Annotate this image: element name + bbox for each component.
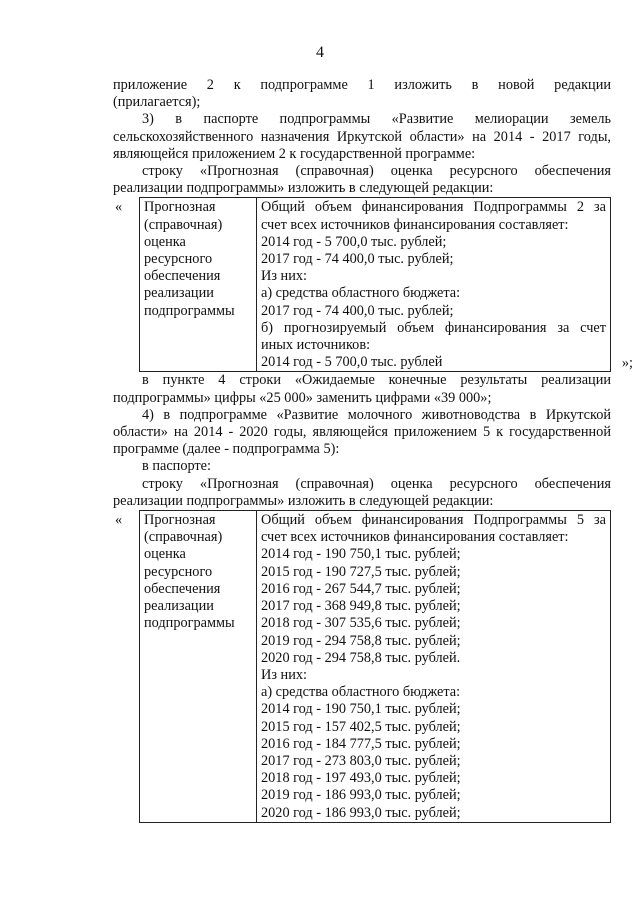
label-line: (справочная): [144, 529, 223, 546]
label-line: ресурсного: [144, 563, 213, 580]
row-label-cell: [140, 198, 257, 372]
text-line: области» на 2014 - 2020 годы, являющейся приложением 5 к государственной: [113, 424, 611, 441]
value-line: 2014 год - 5 700,0 тыс. рублей: [261, 354, 443, 371]
value-line: 2019 год - 294 758,8 тыс. рублей;: [261, 632, 461, 649]
text-line: 3) в паспорте подпрограммы «Развитие мелиорации земель: [142, 111, 611, 128]
text-line: являющейся приложением 2 к государственной программе:: [113, 145, 476, 162]
value-line: 2018 год - 197 493,0 тыс. рублей;: [261, 770, 461, 787]
text-line: 4) в подпрограмме «Развитие молочного животноводства в Иркутской: [142, 406, 611, 423]
label-line: ресурсного: [144, 251, 213, 268]
value-line: 2016 год - 184 777,5 тыс. рублей;: [261, 735, 461, 752]
value-line: 2018 год - 307 535,6 тыс. рублей;: [261, 615, 461, 632]
value-line: б) прогнозируемый объем финансирования за счет: [261, 319, 606, 336]
value-line: 2017 год - 74 400,0 тыс. рублей;: [261, 251, 454, 268]
value-line: 2019 год - 186 993,0 тыс. рублей;: [261, 787, 461, 804]
text-line: в пункте 4 строки «Ожидаемые конечные результаты реализации: [142, 372, 611, 389]
text-line: реализации подпрограммы» изложить в следующей редакции:: [113, 492, 494, 509]
paragraph-appendix: [113, 77, 611, 111]
paragraph-item-4-point: [113, 372, 611, 406]
label-line: обеспечения: [144, 580, 221, 597]
value-line: 2014 год - 190 750,1 тыс. рублей;: [261, 546, 461, 563]
value-line: 2016 год - 267 544,7 тыс. рублей;: [261, 580, 461, 597]
text-line: сельскохозяйственного назначения Иркутской области» на 2014 - 2017 годы,: [113, 128, 611, 145]
paragraph-row-instruction-2: [113, 476, 611, 510]
value-line: Из них:: [261, 268, 307, 285]
paragraph-item-4: [113, 407, 611, 459]
value-line: 2020 год - 294 758,8 тыс. рублей.: [261, 649, 461, 666]
value-line: 2015 год - 190 727,5 тыс. рублей;: [261, 563, 461, 580]
text-line: строку «Прогнозная (справочная) оценка ресурсного обеспечения: [142, 475, 611, 492]
value-line: Общий объем финансирования Подпрограммы 5 за: [261, 512, 606, 529]
text-line: реализации подпрограммы» изложить в следующей редакции:: [113, 180, 494, 197]
label-line: реализации: [144, 285, 214, 302]
value-line: 2015 год - 157 402,5 тыс. рублей;: [261, 718, 461, 735]
text-line: программе (далее - подпрограмма 5):: [113, 441, 340, 458]
passport-table-2: [115, 510, 611, 823]
paragraph-in-passport: [113, 458, 611, 475]
text-line: приложение 2 к подпрограмме 1 изложить в новой редакции: [113, 77, 611, 93]
value-line: 2020 год - 186 993,0 тыс. рублей;: [261, 804, 461, 821]
value-line: иных источников:: [261, 337, 371, 354]
close-quote: »;: [621, 355, 633, 372]
value-line: а) средства областного бюджета:: [261, 684, 461, 701]
table-row: [140, 198, 611, 372]
text-line: (прилагается);: [113, 94, 201, 111]
text-line: строку «Прогнозная (справочная) оценка ресурсного обеспечения: [142, 163, 611, 180]
paragraph-row-instruction-1: [113, 163, 611, 197]
value-line: а) средства областного бюджета:: [261, 285, 461, 302]
label-line: оценка: [144, 546, 186, 563]
label-line: (справочная): [144, 216, 223, 233]
value-line: 2017 год - 368 949,8 тыс. рублей;: [261, 598, 461, 615]
label-line: реализации: [144, 598, 214, 615]
document-body: [113, 77, 633, 823]
row-value-cell: [257, 198, 611, 372]
open-quote: «: [115, 199, 123, 216]
label-line: подпрограммы: [144, 615, 235, 632]
label-line: подпрограммы: [144, 302, 235, 319]
value-line: 2017 год - 273 803,0 тыс. рублей;: [261, 752, 461, 769]
text-line: подпрограммы» цифры «25 000» заменить цифрами «39 000»;: [113, 389, 492, 406]
value-line: Из них:: [261, 666, 307, 683]
open-quote: «: [115, 512, 123, 529]
value-line: счет всех источников финансирования составляет:: [261, 216, 569, 233]
value-line: 2014 год - 5 700,0 тыс. рублей;: [261, 233, 447, 250]
row-value-cell: [257, 511, 611, 823]
value-line: 2014 год - 190 750,1 тыс. рублей;: [261, 701, 461, 718]
value-line: 2017 год - 74 400,0 тыс. рублей;: [261, 302, 454, 319]
label-line: Прогнозная: [144, 199, 216, 216]
table-row: [140, 511, 611, 823]
label-line: оценка: [144, 233, 186, 250]
page-number: 4: [316, 44, 324, 61]
label-line: Прогнозная: [144, 512, 216, 529]
text-line: в паспорте:: [142, 458, 211, 475]
row-label-cell: [140, 511, 257, 823]
paragraph-item-3: [113, 111, 611, 163]
value-line: Общий объем финансирования Подпрограммы 2 за: [261, 199, 606, 216]
label-line: обеспечения: [144, 268, 221, 285]
passport-table-1: [115, 197, 633, 372]
value-line: счет всех источников финансирования составляет:: [261, 529, 569, 546]
